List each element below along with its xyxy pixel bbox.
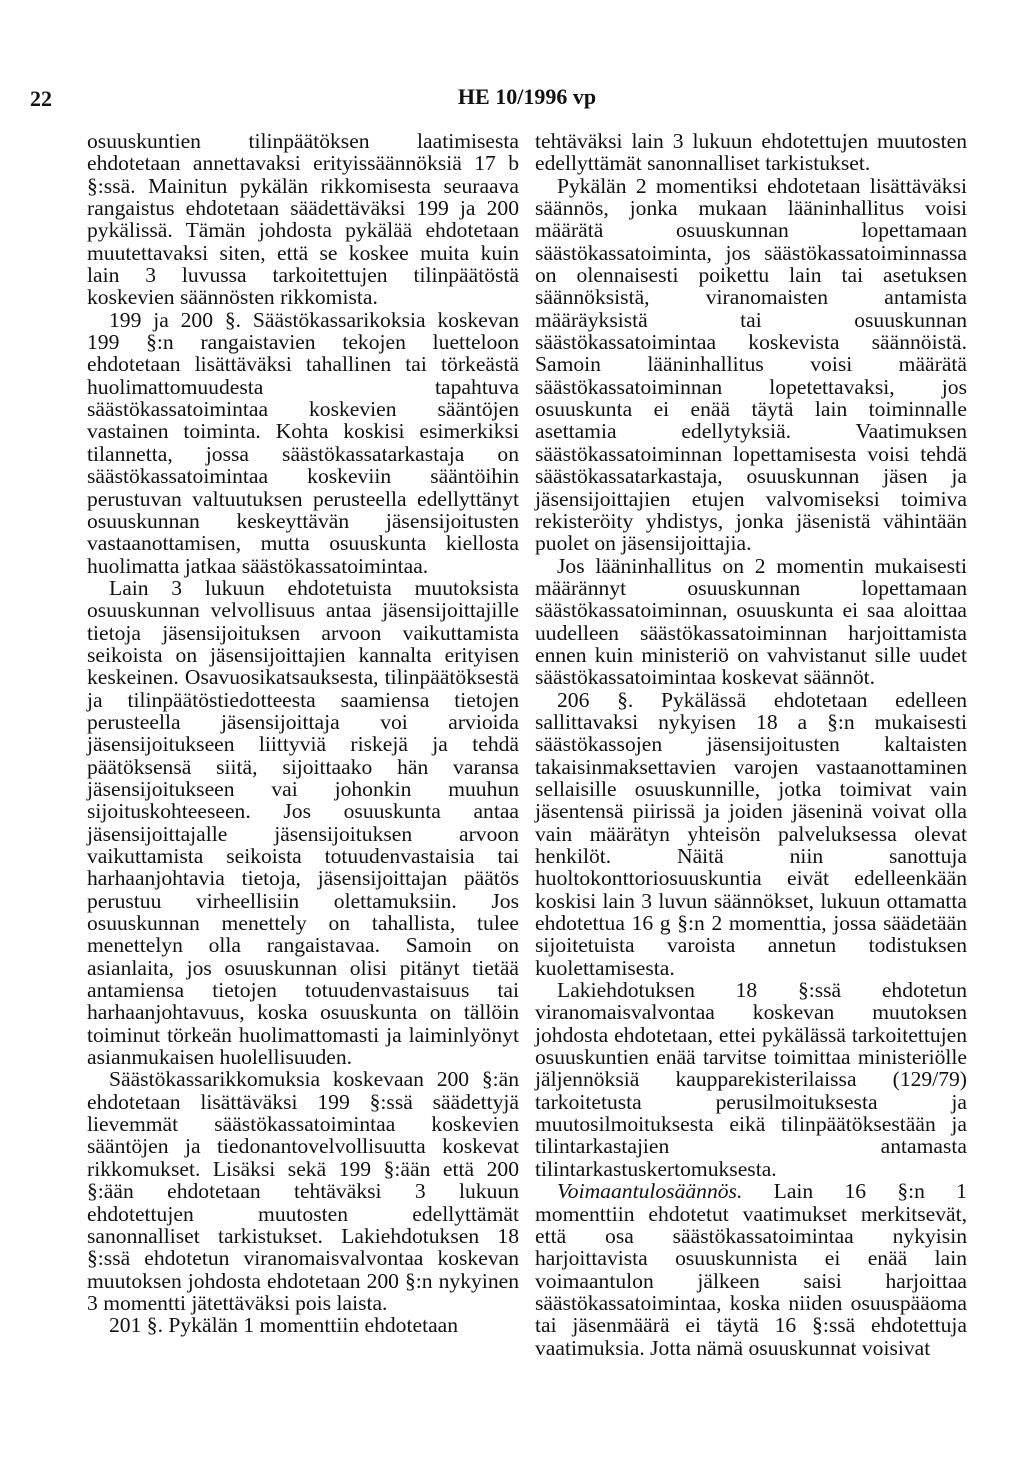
paragraph: Säästökassarikkomuksia koskevaan 200 §:än ehdotetaan lisättäväksi 199 §:ssä säädettyjä lievemmät säästökassatoimintaa koskevien sääntöjen ja tiedonantovelvollisuutta koskevat rikkomukset. Lisäksi sekä 199 §:ään että 200 §:ään ehdotetaan tehtäväksi 3 lukuun ehdotettujen muutosten edellyttämät sanonnalliset tarkistukset. Lakiehdotuksen 18 §:ssä ehdotetun viranomaisvalvontaa koskevan muutoksen johdosta ehdotetaan 200 §:n nykyinen 3 momentti jätettäväksi pois laista. <box>87 1067 519 1315</box>
paragraph: tehtäväksi lain 3 lukuun ehdotettujen muutosten edellyttämät sanonnalliset tarkistukset. <box>535 129 967 176</box>
paragraph: Pykälän 2 momentiksi ehdotetaan lisättäväksi säännös, jonka mukaan lääninhallitus voisi määrätä osuuskunnan lopettamaan säästökassatoiminta, jos säästökassatoiminnassa on olennaisesti poikettu lain tai asetuksen säännöksistä, viranomaisten antamista määräyksistä tai osuuskunnan säästökassatoimintaa koskevista säännöistä. Samoin lääninhallitus voisi määrätä säästökassatoiminnan lopetettavaksi, jos osuuskunta ei enää täytä lain toiminnalle asettamia edellytyksiä. Vaatimuksen säästökassatoiminnan lopettamisesta voisi tehdä säästökassatarkastaja, osuuskunnan jäsen ja jäsensijoittajien etujen valvomiseksi toimiva rekisteröity yhdistys, jonka jäsenistä vähintään puolet on jäsensijoittajia. <box>535 173 967 556</box>
paragraph: osuuskuntien tilinpäätöksen laatimisesta ehdotetaan annettavaksi erityissäännöksiä 17 b §:ssä. Mainitun pykälän rikkomisesta seuraava rangaistus ehdotetaan säädettäväksi 199 ja 200 pykälissä. Tämän johdosta pykälää ehdotetaan muutettavaksi siten, että se koskee muita kuin lain 3 luvussa tarkoitettujen tilinpäätöstä koskevien säännösten rikkomista. <box>87 129 519 310</box>
paragraph-text: Lain 16 §:n 1 momenttiin ehdotetut vaatimukset merkitsevät, että osa säästökassatoimintaa nykyisin harjoittavista osuuskunnista ei enää lain voimaantulon jälkeen saisi harjoittaa säästökassatoimintaa, koska niiden osuuspääoma tai jäsenmäärä ei täytä 16 §:ssä ehdotettuja vaatimuksia. Jotta nämä osuuskunnat voisivat <box>535 1179 967 1360</box>
section-heading: Voimaantulosäännös. <box>557 1179 743 1204</box>
left-column <box>87 130 519 1337</box>
page-number: 22 <box>30 86 52 111</box>
right-column <box>535 130 967 1359</box>
paragraph: Lakiehdotuksen 18 §:ssä ehdotetun viranomaisvalvontaa koskevan muutoksen johdosta ehdotetaan, ettei pykälässä tarkoitettujen osuuskuntien enää tarvitse toimittaa ministeriölle jäljennöksiä kaupparekisterilaissa (129/79) tarkoitetusta perusilmoituksesta ja muutosilmoituksesta eikä tilinpäätöksestään ja tilintarkastajien antamasta tilintarkastuskertomuksesta. <box>535 978 967 1181</box>
paragraph-final <box>535 1180 967 1359</box>
paragraph: 199 ja 200 §. Säästökassarikoksia koskevan 199 §:n rangaistavien tekojen luetteloon ehdotetaan lisättäväksi tahallinen tai törkeästä huolimattomuudesta tapahtuva säästökassatoimintaa koskevien sääntöjen vastainen toiminta. Kohta koskisi esimerkiksi tilannetta, jossa säästökassatarkastaja on säästökassatoimintaa koskeviin sääntöihin perustuvan valtuutuksen perusteella edellyttänyt osuuskunnan keskeyttävän jäsensijoitusten vastaanottamisen, mutta osuuskunta kiellosta huolimatta jatkaa säästökassatoimintaa. <box>87 307 519 578</box>
paragraph: 206 §. Pykälässä ehdotetaan edelleen sallittavaksi nykyisen 18 a §:n mukaisesti säästökassojen jäsensijoitusten kaltaisten takaisinmaksettavien varojen vastaanottaminen sellaisille osuuskunnille, jotka toimivat vain jäsentensä piirissä ja joiden jäseninä voivat olla vain määrätyn yhteisön palveluksessa olevat henkilöt. Näitä niin sanottuja huoltokonttoriosuuskuntia eivät edelleenkään koskisi lain 3 luvun säännökset, lukuun ottamatta ehdotettua 16 g §:n 2 momenttia, jossa säädetään sijoitetuista varoista annetun todistuksen kuolettamisesta. <box>535 687 967 980</box>
running-head: HE 10/1996 vp <box>457 84 597 109</box>
paragraph: Jos lääninhallitus on 2 momentin mukaisesti määrännyt osuuskunnan lopettamaan säästökassatoiminnan, osuuskunta ei saa aloittaa uudelleen säästökassatoiminnan harjoittamista ennen kuin ministeriö on vahvistanut sille uudet säästökassatoimintaa koskevat säännöt. <box>535 553 967 690</box>
paragraph: 201 §. Pykälän 1 momenttiin ehdotetaan <box>109 1313 459 1338</box>
paragraph: Lain 3 lukuun ehdotetuista muutoksista osuuskunnan velvollisuus antaa jäsensijoittajille tietoja jäsensijoituksen arvoon vaikuttamista seikoista on jäsensijoittajien kannalta erityisen keskeinen. Osavuosikatsauksesta, tilinpäätöksestä ja tilinpäätöstiedotteesta saamiensa tietojen perusteella jäsensijoittaja voi arvioida jäsensijoitukseen liittyviä riskejä ja tehdä päätöksensä siitä, sijoittaako hän varansa jäsensijoitukseen vai johonkin muuhun sijoituskohteeseen. Jos osuuskunta antaa jäsensijoittajalle jäsensijoituksen arvoon vaikuttamista seikoista totuudenvastaisia tai harhaanjohtavia tietoja, jäsensijoittajan päätös perustuu virheellisiin olettamuksiin. Jos osuuskunnan menettely on tahallista, tulee menettelyn olla rangaistavaa. Samoin on asianlaita, jos osuuskunnan olisi pitänyt tietää antamiensa tietojen totuudenvastaisuus tai harhaanjohtavuus, koska osuuskunta on tällöin toiminut törkeän huolimattomasti ja laiminlyönyt asianmukaisen huolellisuuden. <box>87 575 519 1070</box>
